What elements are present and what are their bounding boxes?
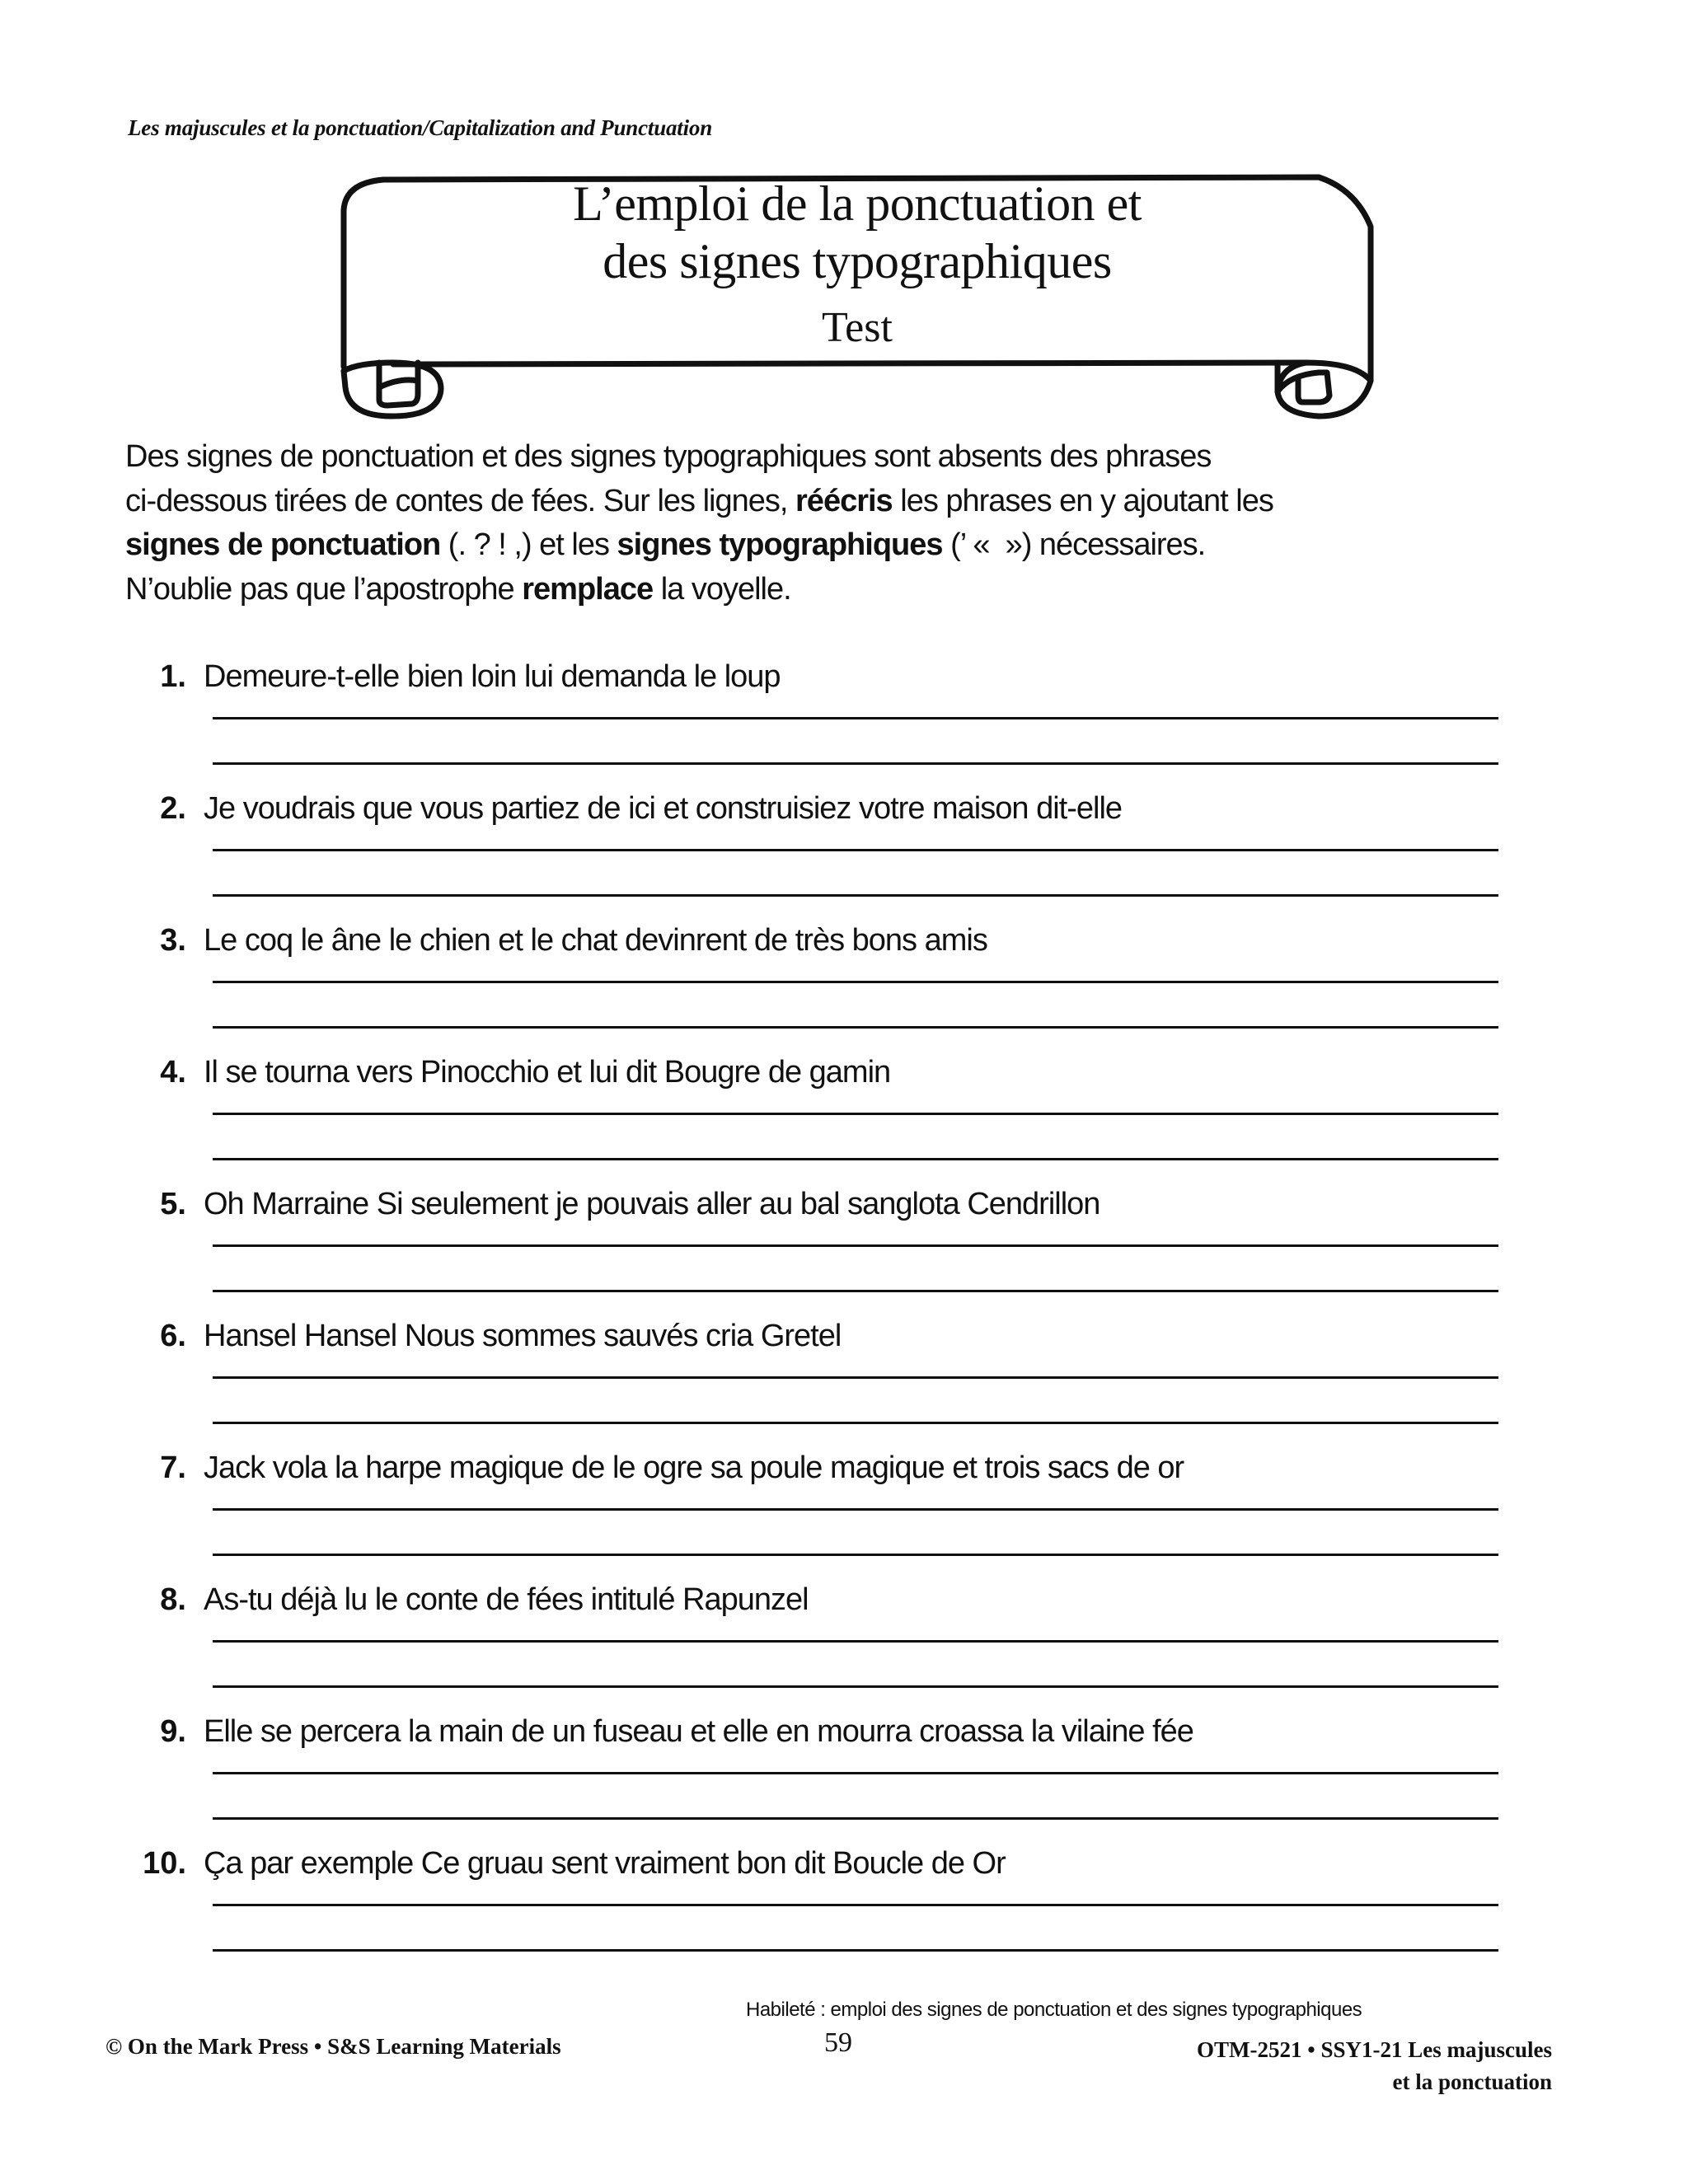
question-item <box>0 1714 1688 1846</box>
answer-line[interactable] <box>213 1422 1498 1424</box>
question-number: 1. <box>160 659 186 694</box>
question-text: Il se tourna vers Pinocchio et lui dit Bougre de gamin <box>204 1055 891 1090</box>
question-number: 8. <box>160 1582 186 1617</box>
instructions-line-1 <box>125 435 1444 480</box>
footer-skill: Habileté : emploi des signes de ponctuation et des signes typographiques <box>746 1999 1362 2021</box>
answer-line[interactable] <box>213 981 1498 983</box>
instructions-line-4 <box>125 568 1444 612</box>
question-item <box>0 1582 1688 1714</box>
question-item <box>0 791 1688 923</box>
question-number: 10. <box>143 1846 186 1881</box>
answer-line[interactable] <box>213 1290 1498 1292</box>
question-item <box>0 923 1688 1055</box>
footer-code-line1: OTM-2521 • SSY1-21 Les majuscules <box>1197 2037 1552 2062</box>
answer-line[interactable] <box>213 1554 1498 1556</box>
question-text: Le coq le âne le chien et le chat devinrent de très bons amis <box>204 923 987 958</box>
question-item <box>0 1055 1688 1187</box>
answer-line[interactable] <box>213 1244 1498 1247</box>
answer-line[interactable] <box>213 1158 1498 1160</box>
emphasis-reecris: réécris <box>795 483 893 518</box>
question-text: Jack vola la harpe magique de le ogre sa poule magique et trois sacs de or <box>204 1451 1184 1485</box>
footer-publisher: © On the Mark Press • S&S Learning Materials <box>106 2034 561 2059</box>
answer-line[interactable] <box>213 1772 1498 1774</box>
answer-line[interactable] <box>213 1685 1498 1688</box>
question-number: 3. <box>160 923 186 958</box>
title-banner <box>334 165 1381 420</box>
question-item <box>0 1451 1688 1582</box>
footer-code-line2: et la ponctuation <box>1392 2069 1552 2094</box>
instructions-line-3 <box>125 523 1444 568</box>
instructions-line-text: la voyelle. <box>653 571 791 607</box>
question-number: 6. <box>160 1319 186 1353</box>
answer-line[interactable] <box>213 717 1498 719</box>
answer-line[interactable] <box>213 762 1498 765</box>
question-text: As-tu déjà lu le conte de fées intitulé Rapunzel <box>204 1582 809 1617</box>
emphasis-signes-ponctuation: signes de ponctuation <box>125 527 441 562</box>
answer-line[interactable] <box>213 1904 1498 1906</box>
instructions-line-text: (. ? ! ,) et les <box>440 527 617 562</box>
page-header-topic: Les majuscules et la ponctuation/Capitalization and Punctuation <box>128 115 713 140</box>
banner-title <box>334 175 1381 290</box>
question-item <box>0 659 1688 791</box>
banner-title-line1: L’emploi de la ponctuation et <box>573 176 1142 231</box>
answer-line[interactable] <box>213 1508 1498 1511</box>
question-text: Ça par exemple Ce gruau sent vraiment bon dit Boucle de Or <box>204 1846 1006 1881</box>
question-text: Oh Marraine Si seulement je pouvais aller au bal sanglota Cendrillon <box>204 1187 1100 1221</box>
banner-subtitle: Test <box>822 304 893 351</box>
instructions-line-text: ci-dessous tirées de contes de fées. Sur les lignes, <box>125 483 796 518</box>
question-number: 4. <box>160 1055 186 1090</box>
page-number: 59 <box>824 2027 852 2058</box>
emphasis-signes-typographiques: signes typographiques <box>617 527 943 562</box>
instructions-line-text: N’oublie pas que l’apostrophe <box>125 571 523 607</box>
instructions-paragraph <box>125 435 1444 612</box>
instructions-line-2 <box>125 480 1444 524</box>
question-number: 2. <box>160 791 186 826</box>
answer-line[interactable] <box>213 1949 1498 1952</box>
question-item <box>0 1319 1688 1451</box>
question-text: Demeure-t-elle bien loin lui demanda le loup <box>204 659 781 694</box>
question-text: Elle se percera la main de un fuseau et elle en mourra croassa la vilaine fée <box>204 1714 1193 1749</box>
question-text: Je voudrais que vous partiez de ici et construisiez votre maison dit-elle <box>204 791 1123 826</box>
answer-line[interactable] <box>213 849 1498 851</box>
question-item <box>0 1846 1688 1978</box>
answer-line[interactable] <box>213 1640 1498 1643</box>
answer-line[interactable] <box>213 1817 1498 1820</box>
answer-line[interactable] <box>213 894 1498 897</box>
footer-code <box>1197 2034 1552 2098</box>
instructions-line-text: les phrases en y ajoutant les <box>892 483 1273 518</box>
banner-title-line2: des signes typographiques <box>603 234 1112 288</box>
question-number: 7. <box>160 1451 186 1485</box>
answer-line[interactable] <box>213 1113 1498 1115</box>
instructions-line-text: (’ « ») nécessaires. <box>942 527 1206 562</box>
emphasis-remplace: remplace <box>522 571 654 607</box>
question-text: Hansel Hansel Nous sommes sauvés cria Gretel <box>204 1319 842 1353</box>
question-item <box>0 1187 1688 1319</box>
question-number: 5. <box>160 1187 186 1221</box>
instructions-line-text: Des signes de ponctuation et des signes typographiques sont absents des phrases <box>125 439 1212 474</box>
question-number: 9. <box>160 1714 186 1749</box>
answer-line[interactable] <box>213 1026 1498 1029</box>
answer-line[interactable] <box>213 1376 1498 1379</box>
